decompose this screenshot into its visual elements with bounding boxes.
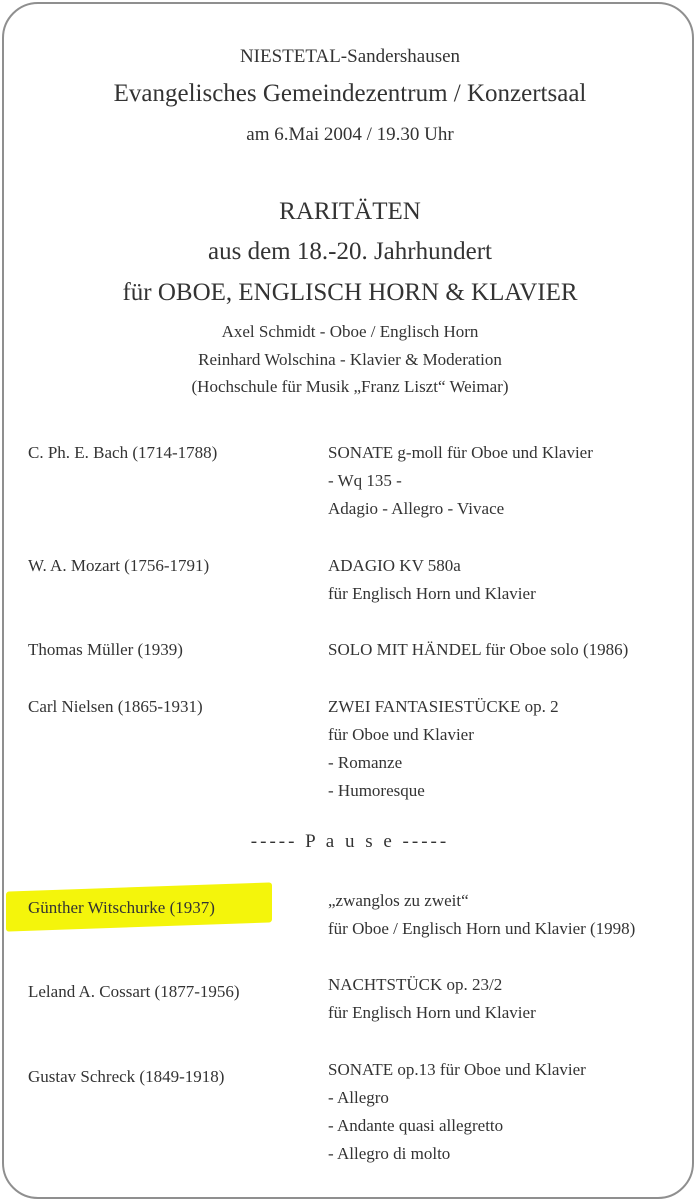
pause-divider: ----- P a u s e ----- [250, 831, 450, 852]
work-details [328, 636, 628, 664]
work-details [328, 439, 593, 523]
performer-piano: Reinhard Wolschina - Klavier & Moderation [198, 350, 502, 369]
work-line: für Englisch Horn und Klavier [328, 1003, 536, 1022]
work-line: „zwanglos zu zweit“ [328, 891, 469, 910]
work-line: für Oboe und Klavier [328, 725, 474, 744]
work-details [328, 1056, 586, 1168]
work-details [328, 693, 559, 805]
work-line: - Romanze [328, 753, 403, 772]
performer-oboe: Axel Schmidt - Oboe / Englisch Horn [221, 322, 479, 341]
work-line: SOLO MIT HÄNDEL für Oboe solo (1986) [328, 640, 629, 659]
work-line: - Andante quasi allegretto [328, 1116, 504, 1135]
work-details [328, 971, 536, 1027]
work-line: - Wq 135 - [328, 471, 402, 490]
composer-name: Carl Nielsen (1865-1931) [28, 697, 203, 716]
work-details [328, 552, 536, 608]
institution: (Hochschule für Musik „Franz Liszt“ Weimar) [191, 377, 509, 396]
instrumentation: für OBOE, ENGLISCH HORN & KLAVIER [122, 279, 578, 306]
work-line: - Allegro [328, 1088, 389, 1107]
composer-name: C. Ph. E. Bach (1714-1788) [28, 443, 218, 462]
venue: Evangelisches Gemeindezentrum / Konzertsaal [113, 80, 587, 107]
composer-name-highlighted: Günther Witschurke (1937) [28, 898, 215, 917]
work-line: NACHTSTÜCK op. 23/2 [328, 975, 503, 994]
composer-name: Leland A. Cossart (1877-1956) [28, 982, 240, 1001]
work-line: SONATE op.13 für Oboe und Klavier [328, 1060, 586, 1079]
work-line: - Humoresque [328, 781, 425, 800]
work-details [328, 887, 635, 943]
composer-name: W. A. Mozart (1756-1791) [28, 556, 210, 575]
work-line: SONATE g-moll für Oboe und Klavier [328, 443, 593, 462]
composer-name: Thomas Müller (1939) [28, 640, 183, 659]
work-line: ADAGIO KV 580a [328, 556, 461, 575]
concert-subtitle: aus dem 18.-20. Jahrhundert [208, 238, 492, 265]
work-line: Adagio - Allegro - Vivace [328, 499, 505, 518]
concert-title: RARITÄTEN [279, 198, 421, 225]
work-line: - Allegro di molto [328, 1144, 451, 1163]
work-line: für Oboe / Englisch Horn und Klavier (1998) [328, 919, 636, 938]
work-line: für Englisch Horn und Klavier [328, 584, 536, 603]
location: NIESTETAL-Sandershausen [239, 46, 461, 67]
composer-name: Gustav Schreck (1849-1918) [28, 1067, 225, 1086]
work-line: ZWEI FANTASIESTÜCKE op. 2 [328, 697, 559, 716]
date-time: am 6.Mai 2004 / 19.30 Uhr [246, 124, 454, 145]
